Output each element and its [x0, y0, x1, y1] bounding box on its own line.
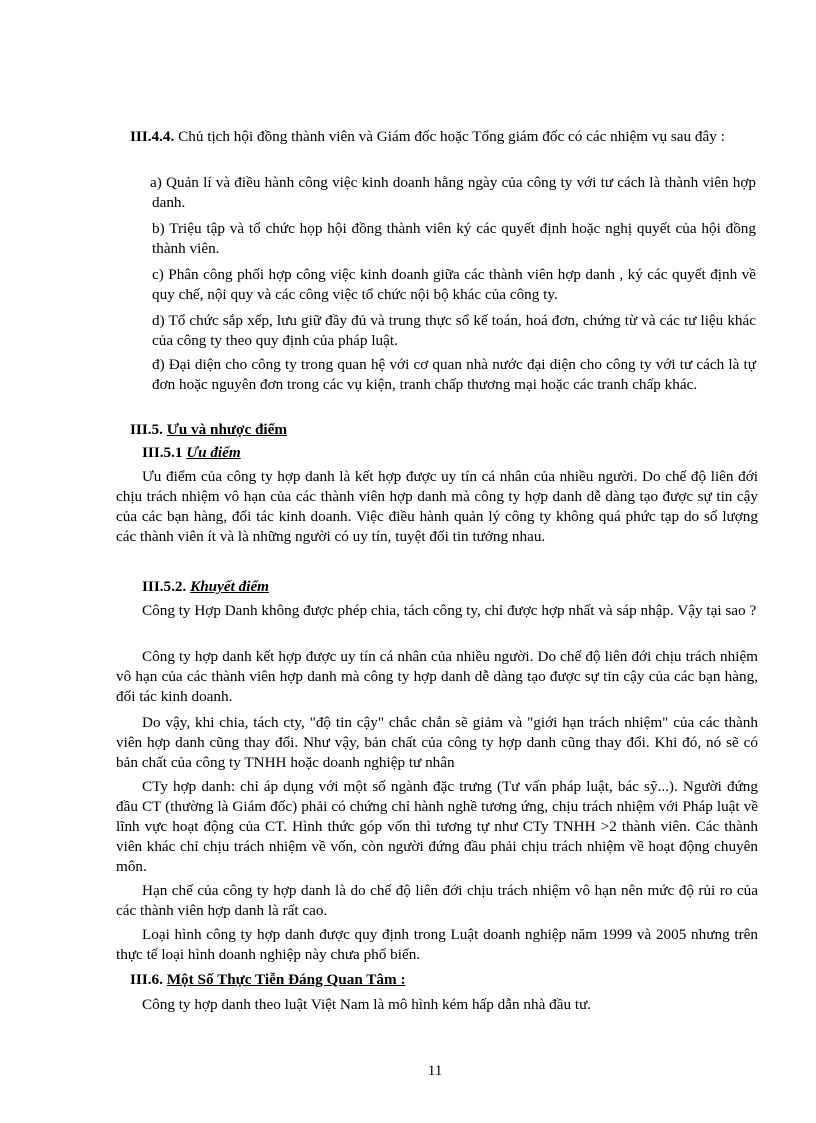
disadvantages-paragraph-1 — [116, 601, 758, 621]
list-item-d — [152, 311, 756, 351]
section-iii-5-1-heading — [142, 443, 241, 463]
paragraph-text: CTy hợp danh: chỉ áp dụng với một số ngành đặc trưng (Tư vấn pháp luật, bác sỹ...). Người đứng đầu CT (thường là Giám đốc) phải có chứng chỉ hành nghề tương ứng, chịu trách nhiệm với Pháp luật về lĩnh vực hoạt động của CT. Hình thức góp vốn thì tương tự như CTy TNHH >2 thành viên. Các thành viên khác chỉ chịu trách nhiệm về vốn, còn người đứng đầu phải chịu trách nhiệm về hoạt động chuyên môn. — [116, 778, 758, 875]
section-iii-6-heading — [130, 970, 406, 990]
list-item-text: d) Tổ chức sắp xếp, lưu giữ đầy đủ và trung thực sổ kế toán, hoá đơn, chứng từ và các tư liệu khác của công ty theo quy định của pháp luật. — [152, 312, 756, 349]
list-item-text: b) Triệu tập và tổ chức họp hội đồng thành viên ký các quyết định hoặc nghị quyết của hội đồng thành viên. — [152, 220, 756, 257]
paragraph-text: Do vậy, khi chia, tách cty, "độ tin cậy" chắc chắn sẽ giảm và "giới hạn trách nhiệm" của các thành viên hợp danh cũng thay đổi. Như vậy, bản chất của công ty hợp danh cũng thay đổi. Khi đó, nó sẽ có bản chất của công ty TNHH hoặc doanh nghiệp tư nhân — [116, 714, 758, 771]
section-label: III.5. — [130, 421, 163, 438]
subsection-label: III.5.1 — [142, 444, 183, 461]
paragraph-text: Ưu điểm của công ty hợp danh là kết hợp được uy tín cá nhân của nhiều người. Do chế độ liên đới chịu trách nhiệm vô hạn của các thành viên hợp danh mà công ty hợp danh dễ dàng tạo được sự tin cậy của các bạn hàng, đối tác kinh doanh. Việc điều hành quản lý công ty không quá phức tạp do số lượng các thành viên ít và là những người có uy tín, tuyệt đối tin tưởng nhau. — [116, 468, 758, 545]
list-item-b — [152, 219, 756, 259]
disadvantages-paragraph-5 — [116, 881, 758, 921]
paragraph-text: Công ty hợp danh kết hợp được uy tín cá nhân của nhiều người. Do chế độ liên đới chịu trách nhiệm vô hạn của các thành viên hợp danh mà công ty hợp danh dễ dàng tạo được sự tin cậy của các bạn hàng, đối tác kinh doanh. — [116, 648, 758, 705]
list-item-dd — [152, 355, 756, 395]
disadvantages-paragraph-3 — [116, 713, 758, 773]
section-iii-4-4-intro — [130, 127, 756, 147]
subsection-title: Khuyết điểm — [190, 578, 269, 595]
section-iii-5-2-heading — [142, 577, 269, 597]
disadvantages-paragraph-2 — [116, 647, 758, 707]
list-item-text: c) Phân công phối hợp công việc kinh doanh giữa các thành viên hợp danh , ký các quyết định về quy chế, nội quy và các công việc tổ chức nội bộ khác của công ty. — [152, 266, 756, 303]
paragraph-text: Công ty Hợp Danh không được phép chia, tách công ty, chỉ được hợp nhất và sáp nhập. Vậy tại sao ? — [142, 602, 757, 619]
disadvantages-paragraph-4 — [116, 777, 758, 877]
advantages-paragraph — [116, 467, 758, 547]
list-item-text: đ) Đại diện cho công ty trong quan hệ với cơ quan nhà nước đại diện cho công ty với tư cách là tự đơn hoặc nguyên đơn trong các vụ kiện, tranh chấp thương mại hoặc các tranh chấp khác. — [152, 356, 756, 393]
section-label: III.4.4. — [130, 128, 175, 145]
disadvantages-paragraph-6 — [116, 925, 758, 965]
page-number: 11 — [427, 1062, 443, 1079]
paragraph-text: Công ty hợp danh theo luật Việt Nam là mô hình kém hấp dẫn nhà đầu tư. — [142, 996, 592, 1013]
list-item-text: a) Quản lí và điều hành công việc kinh doanh hằng ngày của công ty với tư cách là thành viên hợp danh. — [150, 174, 756, 211]
section-label: III.6. — [130, 971, 163, 988]
section-title: Một Số Thực Tiễn Đáng Quan Tâm : — [166, 971, 406, 988]
section-title: Ưu và nhược điểm — [166, 421, 288, 438]
subsection-title: Ưu điểm — [186, 444, 241, 461]
section-text: Chủ tịch hội đồng thành viên và Giám đốc hoặc Tổng giám đốc có các nhiệm vụ sau đây : — [178, 128, 725, 145]
subsection-label: III.5.2. — [142, 578, 187, 595]
practice-paragraph — [116, 995, 758, 1015]
list-item-a — [152, 173, 756, 213]
paragraph-text: Hạn chế của công ty hợp danh là do chế độ liên đới chịu trách nhiệm vô hạn nên mức độ rủi ro của các thành viên hợp danh là rất cao. — [116, 882, 758, 919]
list-item-c — [152, 265, 756, 305]
section-iii-5-heading — [130, 420, 287, 440]
paragraph-text: Loại hình công ty hợp danh được quy định trong Luật doanh nghiệp năm 1999 và 2005 nhưng trên thực tế loại hình doanh nghiệp này chưa phổ biến. — [116, 926, 758, 963]
